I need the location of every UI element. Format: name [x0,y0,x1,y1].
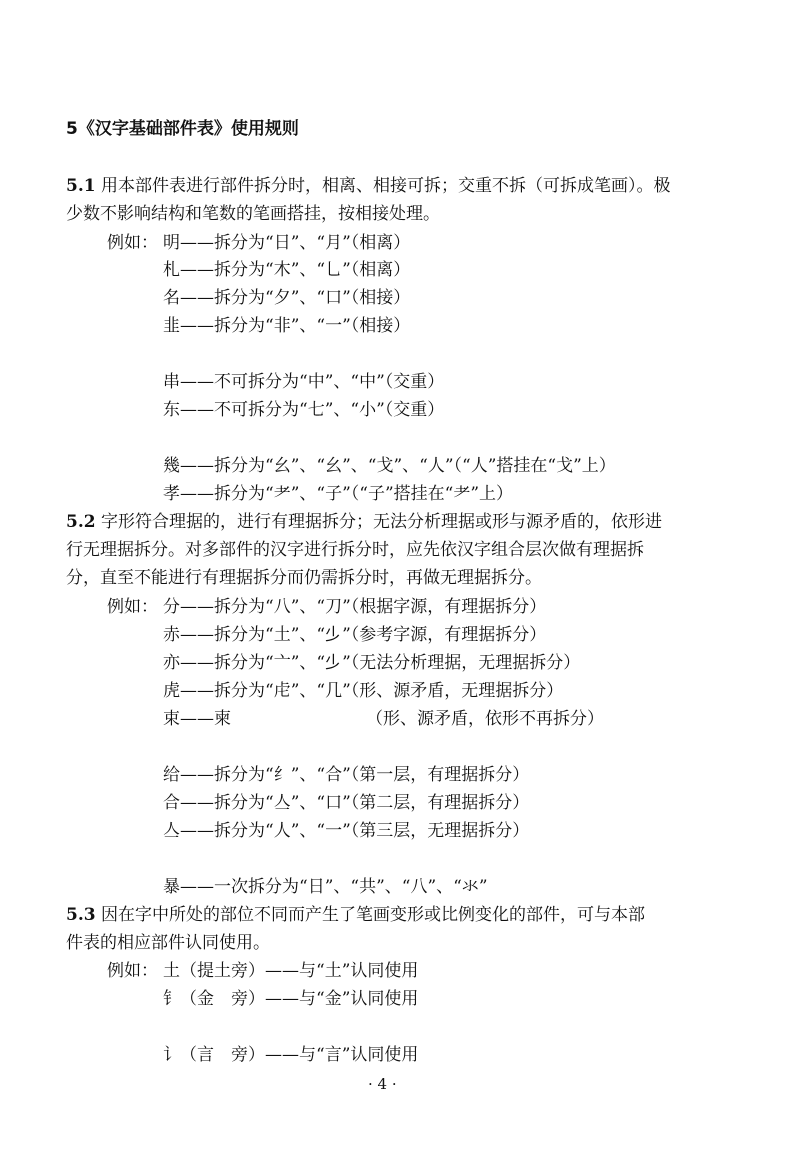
example-line: 亦——拆分为“亠”、“𣥂”（无法分析理据，无理据拆分） [163,653,581,673]
example-line: 土（提土旁）——与“土”认同使用 [163,961,419,981]
page-number: · 4 · [368,1075,397,1093]
example-line: 幾——拆分为“幺”、“幺”、“戈”、“人”（“人”搭挂在“戈”上） [163,456,616,476]
example-line: 给——拆分为“纟”、“合”（第一层，有理据拆分） [163,765,530,785]
example-line: 韭——拆分为“非”、“一”（相接） [163,316,411,336]
example-line: 名——拆分为“夕”、“口”（相接） [163,288,411,308]
rule-number: 5.2 [66,512,96,532]
example-line: 合——拆分为“亼”、“口”（第二层，有理据拆分） [163,793,530,813]
example-note: （形、源矛盾，依形不再拆分） [366,709,604,729]
example-line: 孝——拆分为“耂”、“子”（“子”搭挂在“耂”上） [163,484,514,504]
example-line: 虎——拆分为“虍”、“几”（形、源矛盾，无理据拆分） [163,681,564,701]
rule-5-3-line2: 件表的相应部件认同使用。 [66,933,270,953]
example-line: 束——柬 [163,709,231,729]
example-line: 札——拆分为“木”、“乚”（相离） [163,260,411,280]
example-label: 例如： [107,961,158,981]
example-line: 亼——拆分为“人”、“一”（第三层，无理据拆分） [163,821,530,841]
rule-5-3-line1 [66,904,645,926]
example-label: 例如： [107,233,158,253]
rule-5-1-line2: 少数不影响结构和笔数的笔画搭挂，按相接处理。 [66,204,440,224]
example-line: 暴——一次拆分为“日”、“共”、“八”、“氺” [163,877,488,897]
rule-5-1-line1 [66,175,670,197]
rule-number: 5.3 [66,905,96,925]
rule-text: 因在字中所处的部位不同而产生了笔画变形或比例变化的部件，可与本部 [100,905,645,925]
rule-5-2-line1 [66,511,662,533]
example-label: 例如： [107,597,158,617]
example-line: 明——拆分为“日”、“月”（相离） [163,233,411,253]
example-line: 分——拆分为“八”、“刀”（根据字源，有理据拆分） [163,597,547,617]
rule-5-2-line3: 分，直至不能进行有理据拆分而仍需拆分时，再做无理据拆分。 [66,568,542,588]
rule-text: 字形符合理据的，进行有理据拆分；无法分析理据或形与源矛盾的，依形进 [100,512,662,532]
rule-text: 用本部件表进行部件拆分时，相离、相接可拆；交重不拆（可拆成笔画）。极 [100,176,671,196]
example-line: 赤——拆分为“土”、“𣥂”（参考字源，有理据拆分） [163,625,547,645]
example-line: 钅（金 旁）——与“金”认同使用 [163,989,419,1009]
example-line: 讠（言 旁）——与“言”认同使用 [163,1045,419,1065]
example-line: 东——不可拆分为“七”、“小”（交重） [163,400,445,420]
example-line: 串——不可拆分为“中”、“中”（交重） [163,372,445,392]
rule-5-2-line2: 行无理据拆分。对多部件的汉字进行拆分时，应先依汉字组合层次做有理据拆 [66,540,644,560]
rule-number: 5.1 [66,176,96,196]
section-heading: 5《汉字基础部件表》使用规则 [66,119,299,139]
